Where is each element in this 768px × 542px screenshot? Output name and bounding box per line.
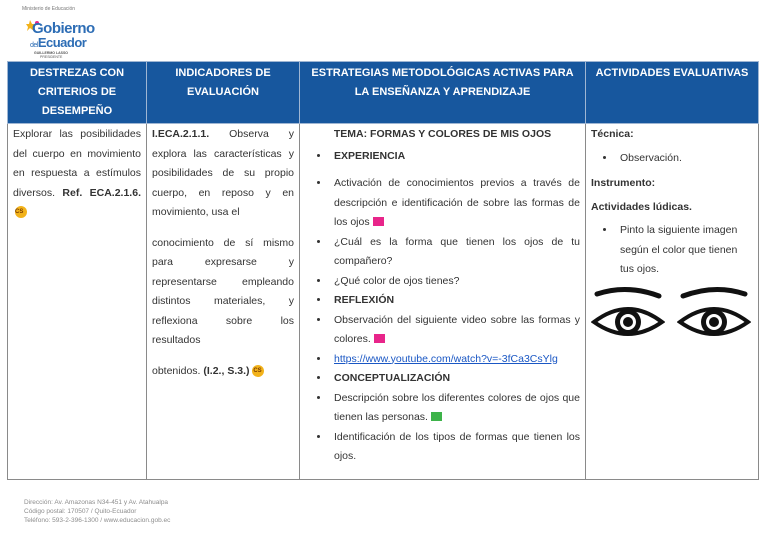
footer-line-1: Dirección: Av. Amazonas N34-451 y Av. Atahualpa <box>24 499 169 506</box>
list-item: • Activación de conocimientos previos a través de descripción e identificación de sobre las formas de los ojos <box>330 174 580 233</box>
list-item: • ¿Qué color de ojos tienes? <box>330 272 580 292</box>
ministry-label: Ministerio de Educación <box>22 6 76 12</box>
footer-address <box>24 498 170 525</box>
cell-estrategias <box>300 124 586 480</box>
header-indicadores: INDICADORES DE EVALUACIÓN <box>147 62 300 124</box>
pink-marker-icon <box>374 334 385 343</box>
header-destrezas: DESTREZAS CON CRITERIOS DE DESEMPEÑO <box>8 62 147 124</box>
logo-president-title: PRESIDENTE <box>40 55 63 59</box>
list-item: • Observación. <box>616 149 753 169</box>
cell-indicadores <box>147 124 300 480</box>
cs-badge-icon: CS <box>15 206 27 218</box>
indicador-text-2: conocimiento de sí mismo para expresarse y representarse empleando distintos materiales, y reflexiona sobre los resultados <box>152 236 294 346</box>
destreza-ref: Ref. ECA.2.1.6. <box>62 186 141 199</box>
cell-destrezas <box>8 124 147 480</box>
strategy-list <box>305 147 580 467</box>
list-item: • Pinto la siguiente imagen según el color que tienen tus ojos. <box>616 221 753 280</box>
footer-line-3: Teléfono: 593-2-396-1300 / www.educacion.gob.ec <box>24 517 171 524</box>
cs-badge-icon: CS <box>252 365 264 377</box>
instrumento-label: Instrumento: <box>591 177 656 189</box>
list-item: • Descripción sobre los diferentes colores de ojos que tienen las personas. <box>330 389 580 428</box>
destreza-text: Explorar las posibilidades del cuerpo en movimiento en respuesta a estímulos diversos. Ref. ECA.2.1.6.CS <box>13 125 141 223</box>
actividad-list <box>591 221 753 280</box>
indicador-code: I.ECA.2.1.1. <box>152 128 210 140</box>
header-actividades: ACTIVIDADES EVALUATIVAS <box>586 62 759 124</box>
table-header-row <box>8 62 759 124</box>
list-item: • Observación del siguiente video sobre las formas y colores. <box>330 311 580 350</box>
indicador-text-3: obtenidos. (I.2., S.3.) CS <box>152 364 262 377</box>
list-item: • REFLEXIÓN <box>330 291 580 311</box>
list-item: • CONCEPTUALIZACIÓN <box>330 369 580 389</box>
list-item <box>330 350 580 370</box>
topic-title: TEMA: FORMAS Y COLORES DE MIS OJOS <box>333 128 552 140</box>
left-eye-icon <box>591 286 665 344</box>
logo-ecuador-word: Ecuador <box>37 35 87 50</box>
logo-line-ecuador <box>30 35 86 50</box>
green-marker-icon <box>431 412 442 421</box>
list-item: • Identificación de los tipos de formas que tienen los ojos. <box>330 428 580 467</box>
logo-president-name: GUILLERMO LASSO <box>34 51 69 55</box>
logo-del: del <box>30 42 38 49</box>
video-link[interactable]: https://www.youtube.com/watch?v=-3fCa3CsYlg <box>334 352 558 365</box>
planning-table <box>7 61 759 480</box>
list-item: • EXPERIENCIA <box>330 147 580 167</box>
cell-actividades <box>586 124 759 480</box>
list-item: • ¿Cuál es la forma que tienen los ojos de tu compañero? <box>330 233 580 272</box>
tecnica-list <box>591 149 753 169</box>
header-estrategias: ESTRATEGIAS METODOLÓGICAS ACTIVAS PARA LA ENSEÑANZA Y APRENDIZAJE <box>300 62 586 124</box>
indicador-text-1: I.ECA.2.1.1. Observa y explora las características y posibilidades de su propio cuerpo, en reposo y en movimiento, usa el <box>152 128 294 218</box>
pink-marker-icon <box>373 217 384 226</box>
logo-line-gobierno: Gobierno <box>32 20 95 37</box>
actividades-label: Actividades lúdicas. <box>591 200 692 213</box>
right-eye-icon <box>677 286 751 344</box>
tecnica-label: Técnica: <box>591 128 634 140</box>
table-row <box>8 124 759 480</box>
footer-line-2: Código postal: 170507 / Quito-Ecuador <box>24 508 137 515</box>
government-logo <box>26 20 96 60</box>
eyes-image <box>591 286 751 344</box>
